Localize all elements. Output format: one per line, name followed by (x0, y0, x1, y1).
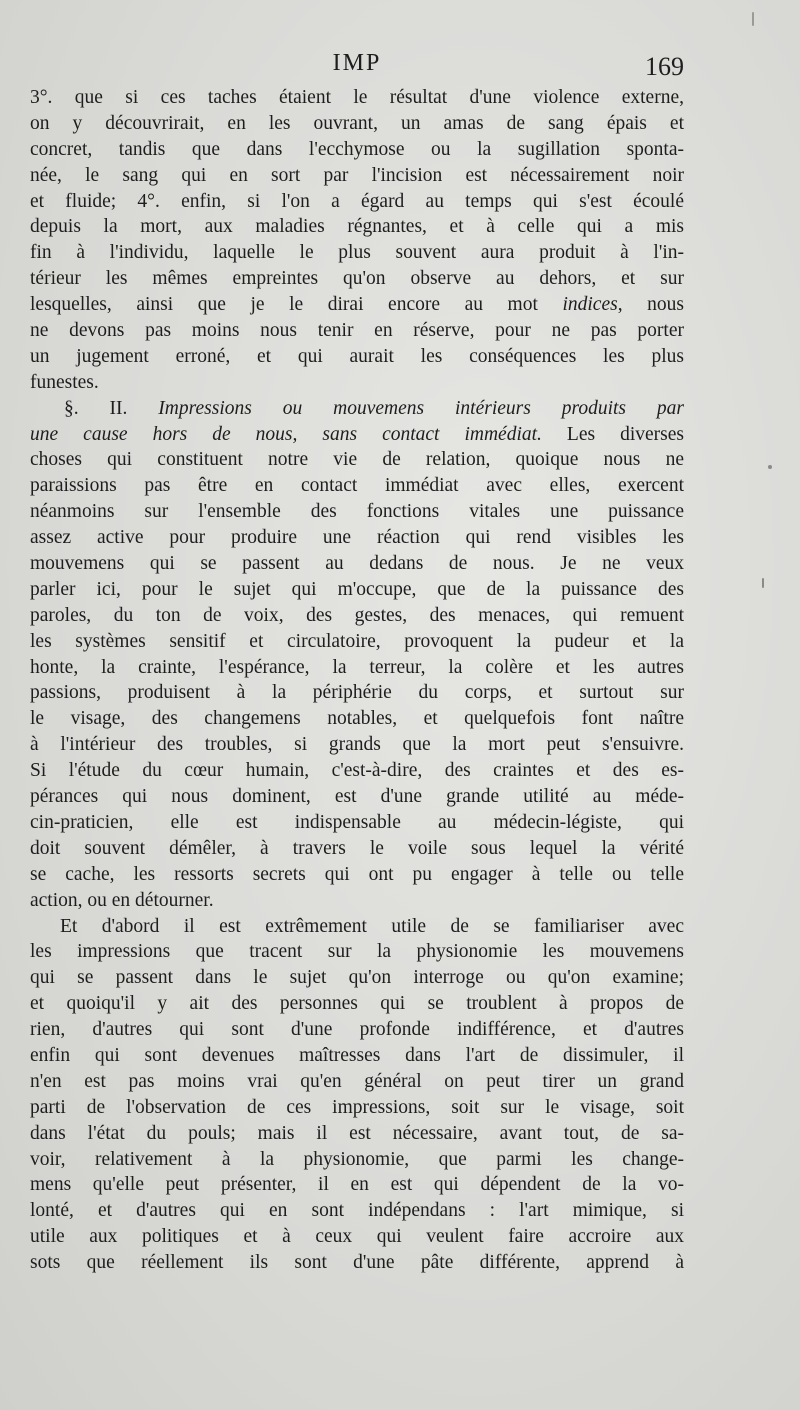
text-line: pérances qui nous dominent, est d'une grande utilité au méde- (30, 786, 684, 808)
text-line: passions, produisent à la périphérie du corps, et surtout sur (30, 682, 684, 704)
text-line: à l'intérieur des troubles, si grands que la mort peut s'ensuivre. (30, 734, 684, 756)
text-line: néanmoins sur l'ensemble des fonctions vitales une puissance (30, 501, 684, 523)
text-line: 3°. que si ces taches étaient le résultat d'une violence externe, (30, 87, 684, 108)
text-line: ne devons pas moins nous tenir en réserve, pour ne pas porter (30, 320, 684, 342)
text-line (30, 422, 684, 448)
text-line: action, ou en détourner. (30, 889, 214, 911)
text-segment: une cause hors de nous, sans contact immédiat. (30, 423, 542, 445)
text-line: Si l'étude du cœur humain, c'est-à-dire, des craintes et des es- (30, 760, 684, 782)
text-segment: lesquelles, ainsi que je le dirai encore au mot (30, 294, 563, 316)
text-line: honte, la crainte, l'espérance, la terreur, la colère et les autres (30, 656, 684, 678)
text-line: choses qui constituent notre vie de relation, quoique nous ne (30, 449, 684, 471)
text-line: dans l'état du pouls; mais il est nécessaire, avant tout, de sa- (30, 1122, 684, 1144)
text-line: mens qu'elle peut présenter, il en est qui dépendent de la vo- (30, 1174, 684, 1196)
text-line: voir, relativement à la physionomie, que parmi les change- (30, 1148, 684, 1170)
text-line: et fluide; 4°. enfin, si l'on a égard au temps qui s'est écoulé (30, 190, 684, 212)
text-line: n'en est pas moins vrai qu'en général on peut tirer un grand (30, 1070, 684, 1092)
text-line: cin-praticien, elle est indispensable au médecin-légiste, qui (30, 811, 684, 833)
paper-speck (752, 12, 754, 26)
text-line: rien, d'autres qui sont d'une profonde indifférence, et d'autres (30, 1019, 684, 1041)
text-line: mouvemens qui se passent au dedans de nous. Je ne veux (30, 553, 684, 575)
text-line: parti de l'observation de ces impressions, soit sur le visage, soit (30, 1096, 684, 1118)
text-line: sots que réellement ils sont d'une pâte différente, apprend à (30, 1252, 684, 1274)
text-line: depuis la mort, aux maladies régnantes, et à celle qui a mis (30, 216, 684, 238)
text-line: Et d'abord il est extrêmement utile de se familiariser avec (60, 915, 684, 937)
text-line: concret, tandis que dans l'ecchymose ou la sugillation sponta- (30, 138, 684, 160)
text-line: funestes. (30, 371, 99, 393)
text-line: utile aux politiques et à ceux qui veulent faire accroire aux (30, 1226, 684, 1248)
text-line: térieur les mêmes empreintes qu'on observe au dehors, et sur (30, 268, 684, 290)
text-line: se cache, les ressorts secrets qui ont pu engager à telle ou telle (30, 863, 684, 885)
text-line: assez active pour produire une réaction qui rend visibles les (30, 527, 684, 549)
text-segment: §. II. (64, 397, 159, 419)
text-line: paraissions pas être en contact immédiat avec elles, exercent (30, 475, 684, 497)
text-line (30, 292, 684, 318)
text-segment: indices (562, 294, 618, 316)
running-head: IMP (332, 50, 382, 76)
paper-speck (768, 465, 772, 469)
text-line: doit souvent démêler, à travers le voile sous lequel la vérité (30, 837, 684, 859)
paper-speck (762, 578, 764, 588)
text-line: paroles, du ton de voix, des gestes, des menaces, qui remuent (30, 604, 684, 626)
text-line: un jugement erroné, et qui aurait les conséquences les plus (30, 345, 684, 367)
text-line: le visage, des changemens notables, et quelquefois font naître (30, 708, 684, 730)
page-number: 169 (645, 52, 684, 81)
text-line: parler ici, pour le sujet qui m'occupe, que de la puissance des (30, 578, 684, 600)
body-text (30, 85, 684, 1276)
page-header (30, 50, 684, 84)
text-line: les systèmes sensitif et circulatoire, provoquent la pudeur et la (30, 630, 684, 652)
text-line: enfin qui sont devenues maîtresses dans l'art de dissimuler, il (30, 1044, 684, 1066)
text-line: lonté, et d'autres qui en sont indépendans : l'art mimique, si (30, 1200, 684, 1222)
text-line: les impressions que tracent sur la physionomie les mouvemens (30, 941, 684, 963)
text-line: et quoiqu'il y ait des personnes qui se troublent à propos de (30, 993, 684, 1015)
text-line: qui se passent dans le sujet qu'on interroge ou qu'on examine; (30, 967, 684, 989)
text-segment: Les diverses (541, 423, 684, 445)
text-segment: , nous (617, 294, 684, 316)
text-line (30, 396, 684, 422)
text-line: on y découvrirait, en les ouvrant, un amas de sang épais et (30, 112, 684, 134)
text-segment: Impressions ou mouvemens intérieurs produits par (158, 397, 684, 419)
text-line: fin à l'individu, laquelle le plus souvent aura produit à l'in- (30, 242, 684, 264)
text-line: née, le sang qui en sort par l'incision est nécessairement noir (30, 164, 684, 186)
